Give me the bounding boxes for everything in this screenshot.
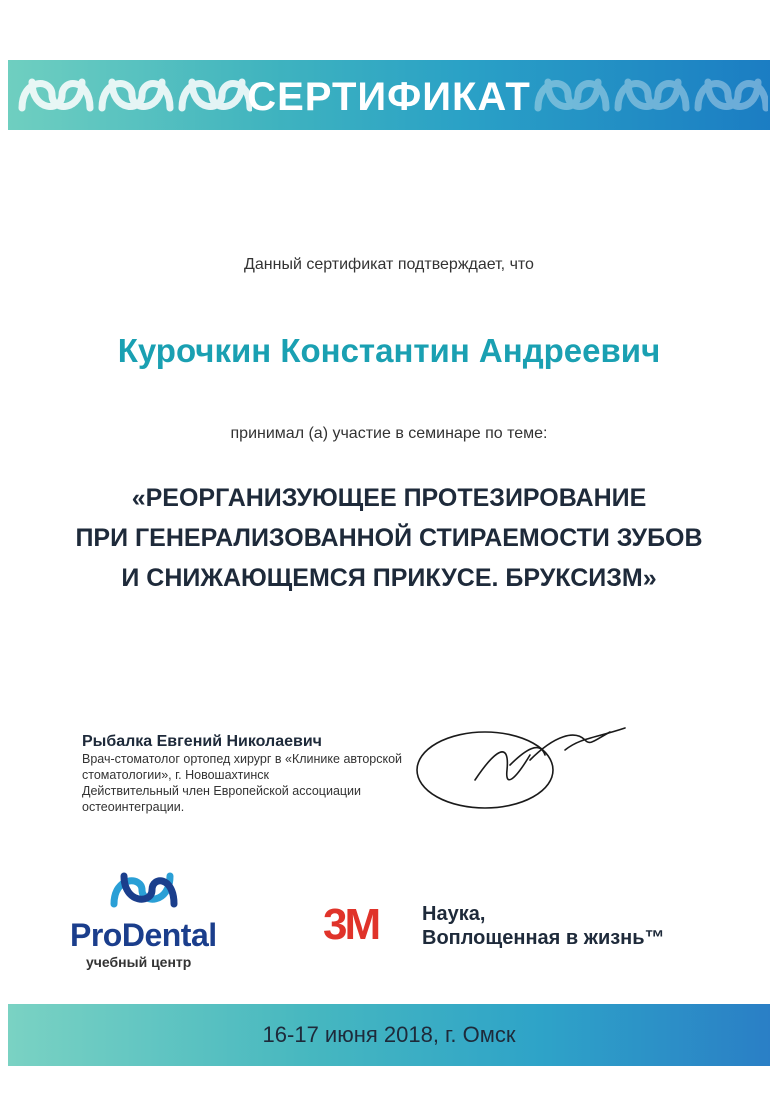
prodental-dental: Dental — [121, 917, 217, 953]
prodental-name — [70, 917, 230, 954]
3m-slogan-line-1: Наука, — [422, 903, 486, 925]
signature-icon — [415, 710, 635, 825]
seminar-topic — [0, 478, 778, 598]
certificate-title: СЕРТИФИКАТ — [247, 75, 531, 119]
3m-logo-text: 3M — [323, 900, 379, 949]
prodental-pro: Pro — [70, 917, 122, 953]
prodental-subtitle: учебный центр — [86, 954, 192, 970]
speaker-line-1: Врач-стоматолог ортопед хирург в «Клинике авторской — [82, 752, 403, 766]
speaker-block — [82, 733, 462, 815]
speaker-name: Рыбалка Евгений Николаевич — [82, 733, 322, 750]
prodental-infinity-logo-icon — [108, 868, 178, 912]
participation-text: принимал (а) участие в семинаре по теме: — [230, 425, 548, 442]
topic-line-2: ПРИ ГЕНЕРАЛИЗОВАННОЙ СТИРАЕМОСТИ ЗУБОВ — [75, 524, 703, 552]
topic-line-3: И СНИЖАЮЩЕМСЯ ПРИКУСЕ. БРУКСИЗМ» — [121, 564, 657, 592]
footer-date-location: 16-17 июня 2018, г. Омск — [262, 1022, 516, 1047]
3m-logo — [323, 900, 411, 949]
3m-slogan-line-2: Воплощенная в жизнь™ — [422, 927, 665, 949]
speaker-line-2: стоматологии», г. Новошахтинск — [82, 768, 269, 782]
3m-slogan — [422, 902, 665, 950]
speaker-line-3: Действительный член Европейской ассоциации остеоинтеграции. — [82, 784, 362, 814]
topic-line-1: «РЕОРГАНИЗУЮЩЕЕ ПРОТЕЗИРОВАНИЕ — [131, 484, 647, 512]
prodental-logo — [70, 868, 230, 970]
recipient-name: Курочкин Константин Андреевич — [117, 332, 661, 369]
intro-text: Данный сертификат подтверждает, что — [244, 256, 534, 273]
